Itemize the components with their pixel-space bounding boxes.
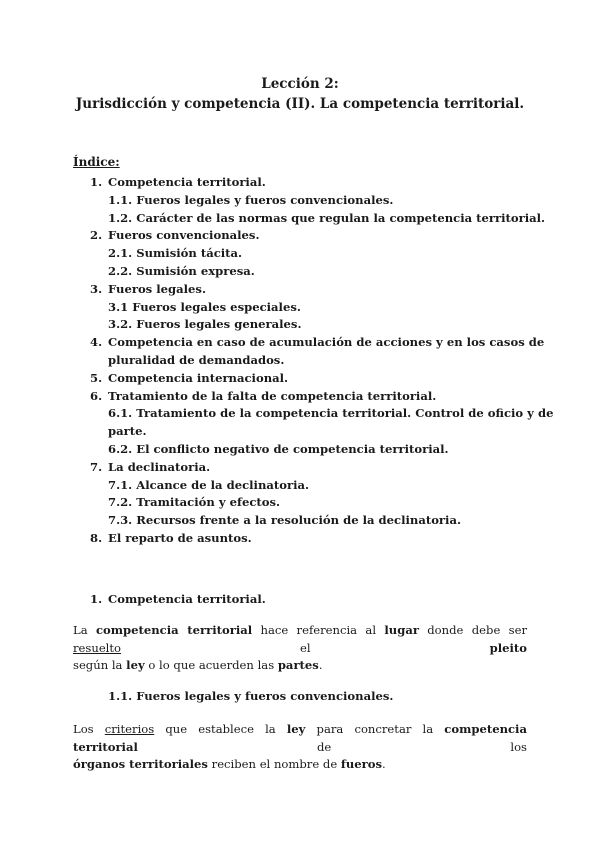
- toc-subtext: 7.3. Recursos frente a la resolución de la declinatoria.: [108, 513, 461, 528]
- paragraph-line: según la ley o lo que acuerden las partes.: [73, 658, 323, 672]
- toc-subitem: [0, 210, 600, 228]
- toc-subitem: [0, 245, 600, 263]
- subsection-heading: 1.1. Fueros legales y fueros convencionales.: [108, 689, 394, 703]
- paragraph-line: Los criterios que establece la ley para concretar la competencia territorial de los: [73, 722, 527, 754]
- toc-num: 2.: [90, 228, 103, 243]
- toc-subtext: 2.1. Sumisión tácita.: [108, 246, 243, 261]
- toc-subtext: 7.2. Tramitación y efectos.: [108, 495, 281, 510]
- toc-item: [0, 281, 600, 299]
- toc-subitem: [0, 192, 600, 210]
- toc-text: Fueros convencionales.: [108, 228, 260, 243]
- toc-text: La declinatoria.: [108, 459, 211, 474]
- section-title: Competencia territorial.: [108, 592, 266, 606]
- toc-subitem: [0, 316, 600, 334]
- table-of-contents: [0, 174, 600, 548]
- toc-subtext: 6.2. El conflicto negativo de competencia territorial.: [108, 441, 449, 456]
- toc-num: 3.: [90, 281, 103, 296]
- lesson-title: Jurisdicción y competencia (II). La competencia territorial.: [75, 96, 525, 112]
- subsection-paragraph: [73, 721, 527, 774]
- toc-subtext: parte.: [108, 424, 147, 439]
- toc-item: [0, 334, 600, 352]
- toc-num: 4.: [90, 335, 103, 350]
- toc-subitem: [0, 477, 600, 495]
- toc-num: 7.: [90, 459, 103, 474]
- toc-subtext: 1.2. Carácter de las normas que regulan la competencia territorial.: [108, 210, 546, 225]
- toc-subtext: 7.1. Alcance de la declinatoria.: [108, 477, 310, 492]
- toc-subitem: [0, 512, 600, 530]
- toc-subitem: [0, 494, 600, 512]
- toc-text: Tratamiento de la falta de competencia territorial.: [108, 388, 437, 403]
- toc-num: 1.: [90, 175, 103, 189]
- index-label: Índice:: [73, 155, 120, 169]
- toc-subtext: 2.2. Sumisión expresa.: [108, 263, 255, 278]
- toc-subtext: 3.2. Fueros legales generales.: [108, 317, 302, 332]
- toc-item-continuation: [0, 352, 600, 370]
- toc-text: Competencia en caso de acumulación de acciones y en los casos de: [108, 335, 545, 350]
- toc-subtext: 6.1. Tratamiento de la competencia territorial. Control de oficio y de: [108, 406, 554, 421]
- toc-subtext: 1.1. Fueros legales y fueros convencionales.: [108, 192, 394, 207]
- toc-item: [0, 227, 600, 245]
- toc-num: 8.: [90, 530, 103, 545]
- toc-text: Competencia internacional.: [108, 370, 289, 385]
- paragraph-line: La competencia territorial hace referencia al lugar donde debe ser resuelto el pleito: [73, 623, 527, 655]
- toc-text: Competencia territorial.: [108, 175, 266, 189]
- toc-item: [0, 174, 600, 192]
- paragraph-line: órganos territoriales reciben el nombre de fueros.: [73, 757, 386, 771]
- toc-item: [0, 388, 600, 406]
- toc-subitem: [0, 405, 600, 423]
- toc-subitem: [0, 441, 600, 459]
- lesson-number: Lección 2:: [261, 76, 339, 92]
- toc-text: El reparto de asuntos.: [108, 530, 252, 545]
- toc-subitem: [0, 299, 600, 317]
- toc-num: 6.: [90, 388, 103, 403]
- toc-item: [0, 370, 600, 388]
- section-paragraph: [73, 622, 527, 675]
- toc-subitem: [0, 263, 600, 281]
- section-number: 1.: [90, 592, 103, 606]
- toc-text: Fueros legales.: [108, 281, 206, 296]
- toc-item: [0, 459, 600, 477]
- toc-item: [0, 530, 600, 548]
- toc-subitem-continuation: [0, 423, 600, 441]
- toc-text: pluralidad de demandados.: [108, 352, 285, 367]
- toc-subtext: 3.1 Fueros legales especiales.: [108, 299, 301, 314]
- toc-num: 5.: [90, 370, 103, 385]
